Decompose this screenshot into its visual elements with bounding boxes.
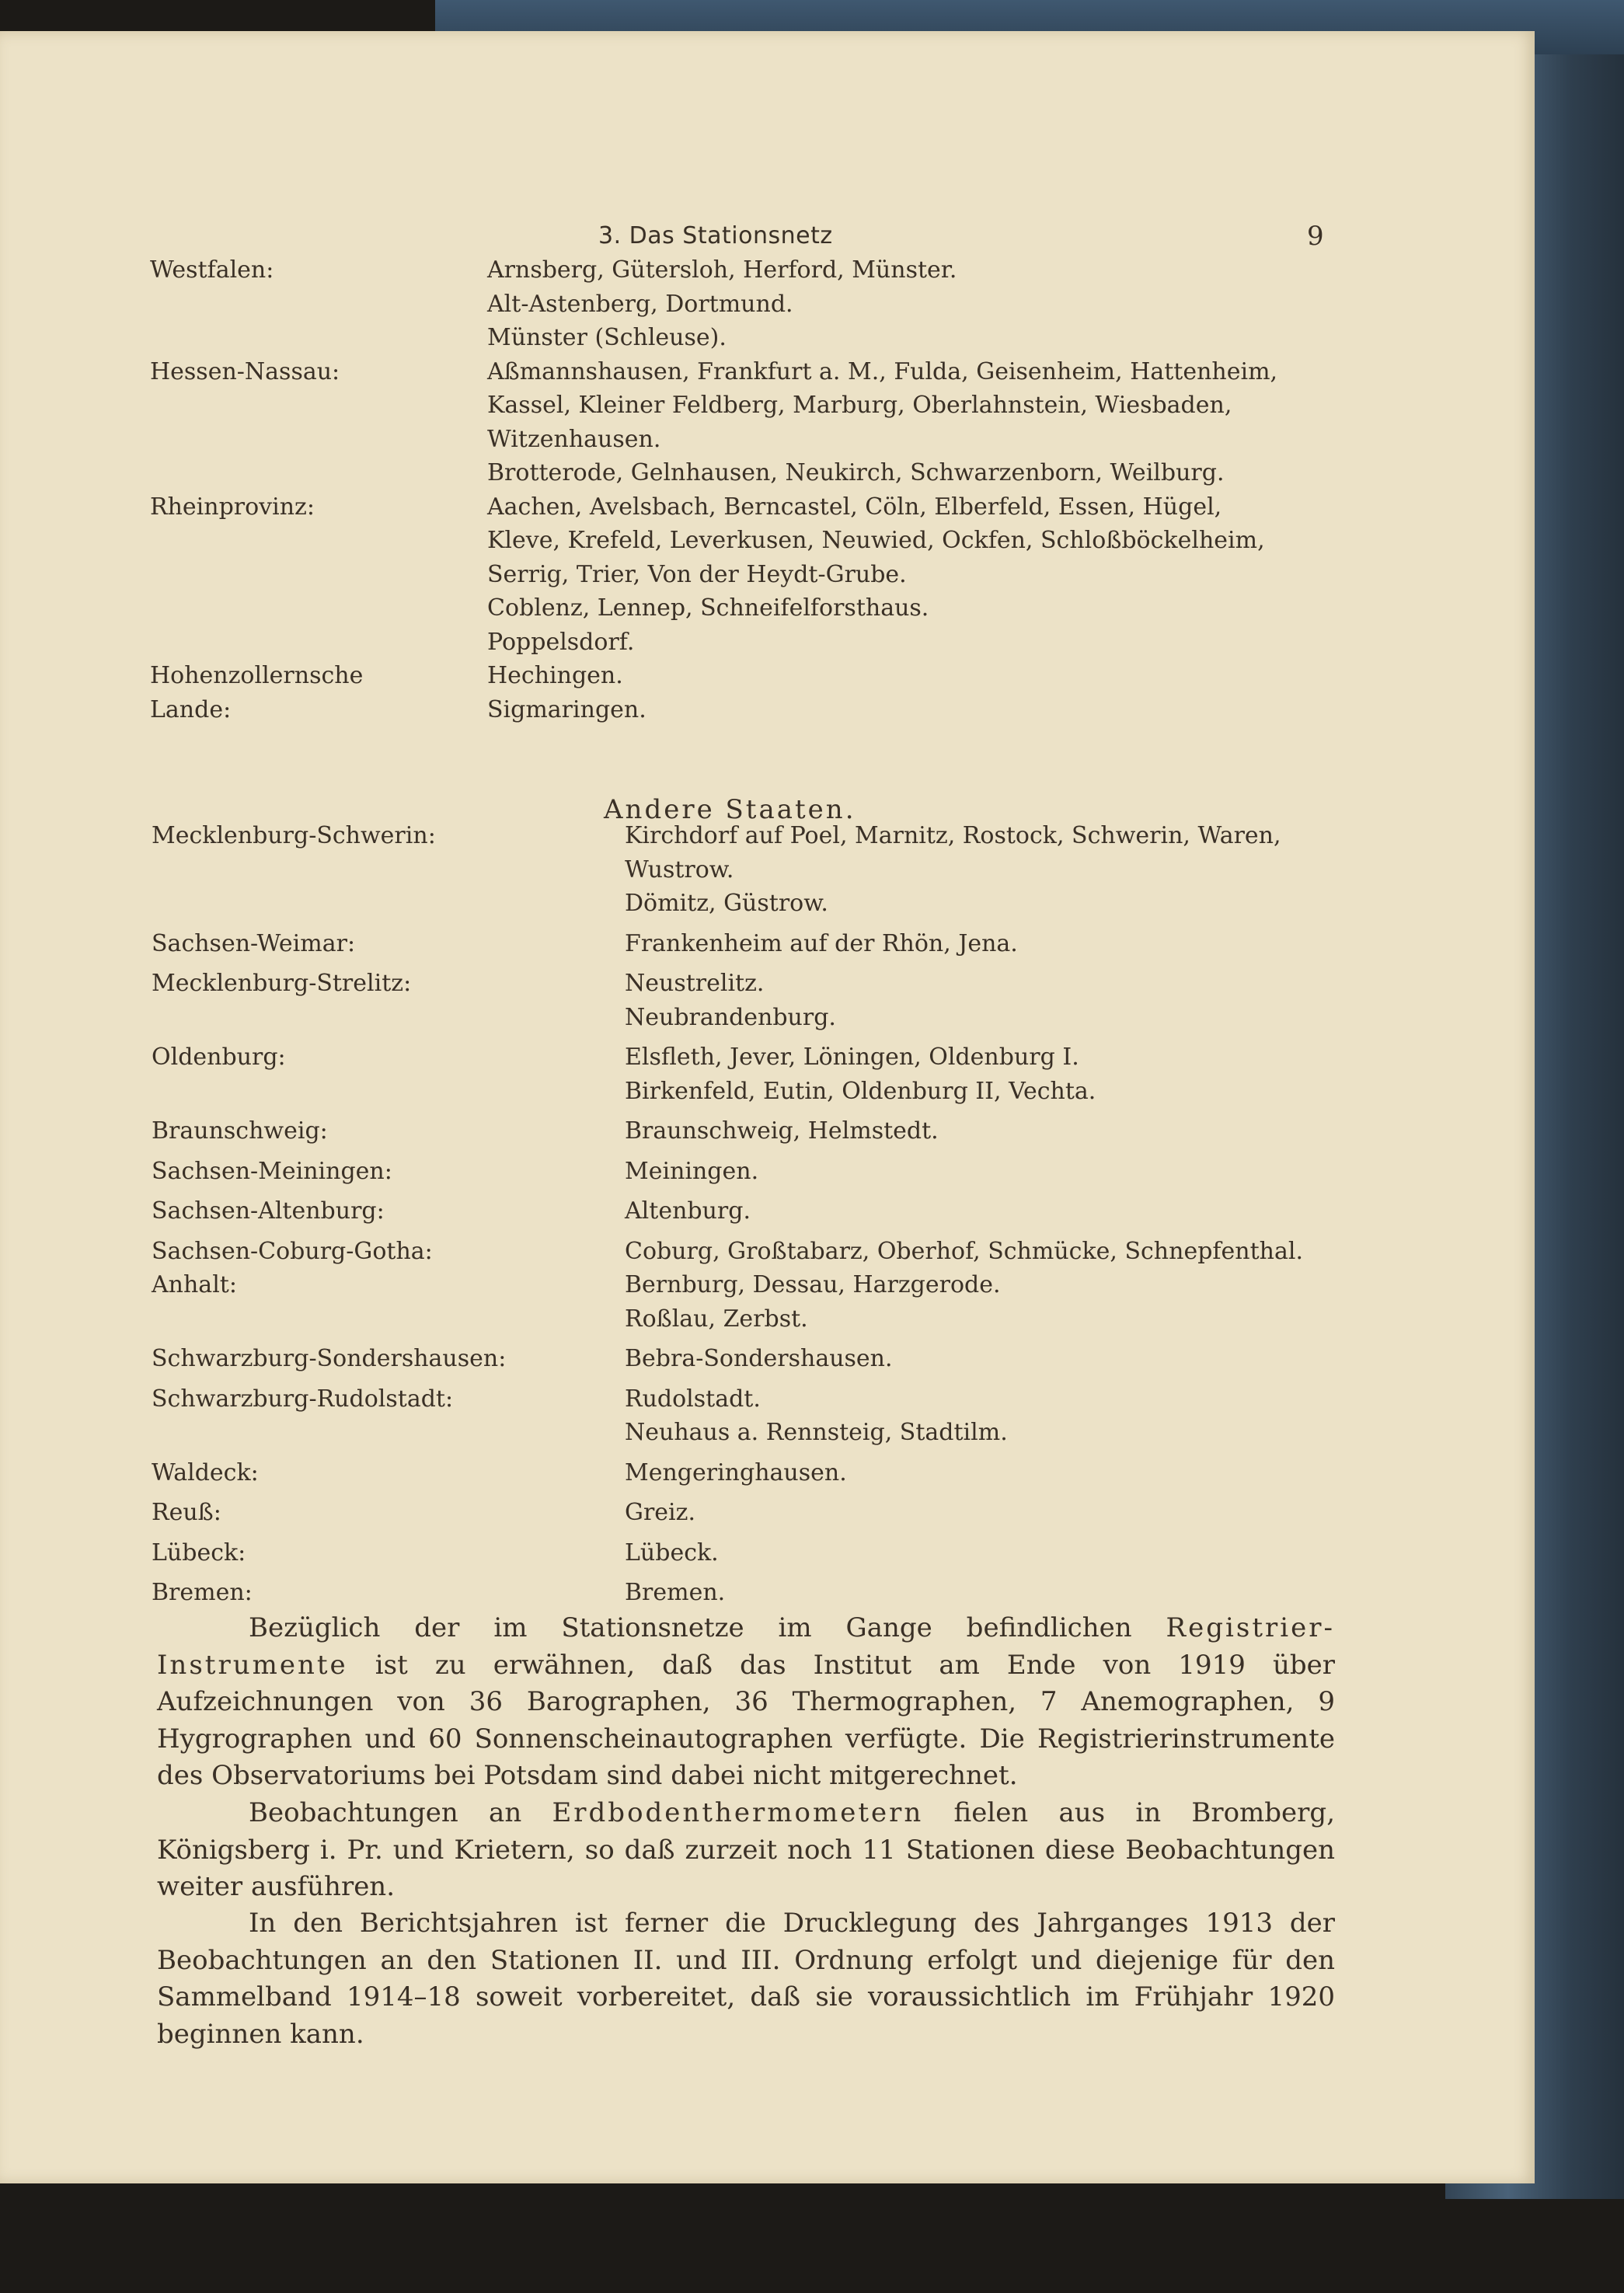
station-names: Bebra-Sondershausen. xyxy=(625,1345,893,1372)
region-label: Schwarzburg-Rudolstadt: xyxy=(152,1385,454,1413)
station-names: Altenburg. xyxy=(625,1197,751,1225)
station-names: Coblenz, Lennep, Schneifelforsthaus. xyxy=(487,594,929,622)
region-label: Westfalen: xyxy=(150,256,274,284)
station-names: Sigmaringen. xyxy=(487,695,646,723)
station-names: Meiningen. xyxy=(625,1157,759,1185)
station-names: Birkenfeld, Eutin, Oldenburg II, Vechta. xyxy=(625,1077,1096,1105)
paragraph-text: fielen aus in Bromberg, Königsberg i. Pr. und Krietern, so daß zurzeit noch 11 Stationen diese Beobachtungen weiter ausführen. xyxy=(157,1797,1336,1902)
station-names: Braunschweig, Helmstedt. xyxy=(625,1117,939,1145)
page-number: 9 xyxy=(1307,221,1324,252)
station-names: Witzenhausen. xyxy=(487,425,661,453)
region-label: Waldeck: xyxy=(152,1458,259,1486)
station-names: Kirchdorf auf Poel, Marnitz, Rostock, Schwerin, Waren, xyxy=(625,822,1281,849)
region-label: Rheinprovinz: xyxy=(150,493,315,521)
station-names: Bernburg, Dessau, Harzgerode. xyxy=(625,1271,1001,1298)
region-label: Reuß: xyxy=(152,1499,221,1526)
emphasis-text: Registrier-Instrumente xyxy=(157,1612,1335,1681)
station-names: Greiz. xyxy=(625,1499,695,1526)
region-label: Sachsen-Weimar: xyxy=(152,929,356,957)
station-names: Poppelsdorf. xyxy=(487,628,635,656)
paragraph-instruments xyxy=(157,1610,1335,1795)
station-names: Mengeringhausen. xyxy=(625,1458,847,1486)
station-names: Coburg, Großtabarz, Oberhof, Schmücke, Schnepfenthal. xyxy=(625,1237,1303,1265)
station-names: Neuhaus a. Rennsteig, Stadtilm. xyxy=(625,1419,1008,1446)
station-names: Roßlau, Zerbst. xyxy=(625,1305,808,1333)
station-names: Kleve, Krefeld, Leverkusen, Neuwied, Ockfen, Schloßböckelheim, xyxy=(487,527,1265,554)
paragraph-text: Bezüglich der im Stationsnetze im Gange befindlichen xyxy=(249,1612,1166,1643)
region-label: Bremen: xyxy=(152,1579,253,1606)
region-label: Hessen-Nassau: xyxy=(150,357,340,385)
station-names: Neubrandenburg. xyxy=(625,1003,836,1031)
region-label: Anhalt: xyxy=(152,1271,237,1298)
station-names: Neustrelitz. xyxy=(625,970,765,997)
paragraph-text: ist zu erwähnen, daß das Institut am Ende von 1919 über Aufzeichnungen von 36 Barographen, 36 Thermographen, 7 Anemographen, 9 Hygrographen und 60 Sonnenscheinautographen verfügte. Die Registrierinstrumente des Observatoriums bei Potsdam sind dabei nicht mitgerechnet. xyxy=(157,1649,1335,1791)
station-names: Aachen, Avelsbach, Berncastel, Cöln, Elberfeld, Essen, Hügel, xyxy=(487,493,1222,521)
station-names: Kassel, Kleiner Feldberg, Marburg, Oberlahnstein, Wiesbaden, xyxy=(487,392,1232,419)
station-names: Aßmannshausen, Frankfurt a. M., Fulda, Geisenheim, Hattenheim, xyxy=(487,357,1278,385)
station-names: Alt-Astenberg, Dortmund. xyxy=(487,290,793,318)
emphasis-text: Erdbodenthermometern xyxy=(552,1797,924,1828)
station-names: Wustrow. xyxy=(625,856,734,883)
station-names: Arnsberg, Gütersloh, Herford, Münster. xyxy=(487,256,957,284)
station-names: Münster (Schleuse). xyxy=(487,324,727,351)
region-label: Mecklenburg-Strelitz: xyxy=(152,970,412,997)
region-label: Lande: xyxy=(150,695,232,723)
paragraph-printing: In den Berichtsjahren ist ferner die Drucklegung des Jahrganges 1913 der Beobachtungen an den Stationen II. und III. Ordnung erfolgt und diejenige für den Sammelband 1914–18 soweit vorbereitet, daß sie voraussichtlich im Frühjahr 1920 beginnen kann. xyxy=(157,1908,1335,2050)
station-names: Lübeck. xyxy=(625,1539,719,1566)
region-label: Sachsen-Coburg-Gotha: xyxy=(152,1237,433,1265)
region-label: Sachsen-Altenburg: xyxy=(152,1197,385,1225)
region-label: Oldenburg: xyxy=(152,1044,286,1071)
station-names: Dömitz, Güstrow. xyxy=(625,890,828,917)
station-names: Elsfleth, Jever, Löningen, Oldenburg I. xyxy=(625,1044,1079,1071)
station-names: Frankenheim auf der Rhön, Jena. xyxy=(625,929,1018,957)
running-header: 3. Das Stationsnetz xyxy=(598,222,833,249)
book-page xyxy=(0,31,1535,2183)
station-names: Hechingen. xyxy=(487,662,623,689)
region-label: Hohenzollernsche xyxy=(150,662,364,689)
station-names: Serrig, Trier, Von der Heydt-Grube. xyxy=(487,560,907,588)
region-label: Braunschweig: xyxy=(152,1117,328,1145)
region-label: Lübeck: xyxy=(152,1539,246,1566)
paragraph-text: Beobachtungen an xyxy=(249,1797,552,1828)
section-heading: Andere Staaten. xyxy=(604,794,856,825)
region-label: Mecklenburg-Schwerin: xyxy=(152,822,436,849)
station-names: Rudolstadt. xyxy=(625,1385,761,1413)
region-label: Schwarzburg-Sondershausen: xyxy=(152,1345,507,1372)
region-label: Sachsen-Meiningen: xyxy=(152,1157,392,1185)
paragraph-soil-thermometers xyxy=(157,1795,1335,1906)
station-names: Bremen. xyxy=(625,1579,726,1606)
station-names: Brotterode, Gelnhausen, Neukirch, Schwarzenborn, Weilburg. xyxy=(487,459,1225,486)
